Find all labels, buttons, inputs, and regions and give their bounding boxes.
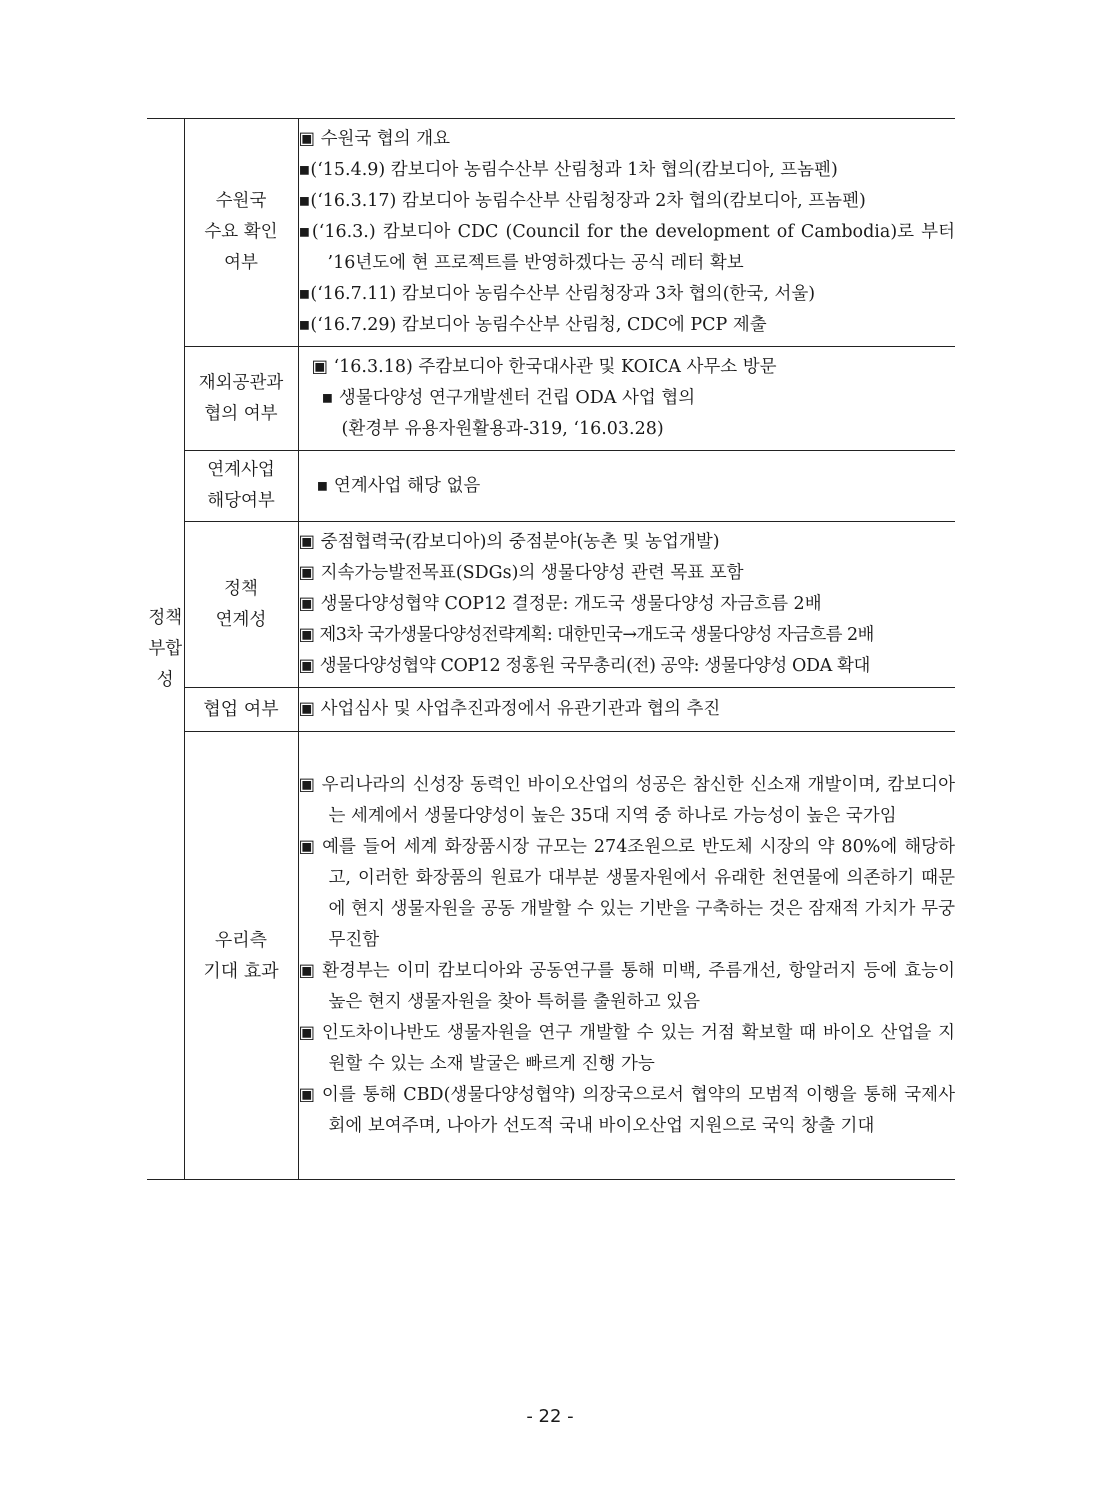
collaboration-text: ▣ 사업심사 및 사업추진과정에서 유관기관과 협의 추진 [298,699,721,719]
label-line: 여부 [224,253,258,273]
label-line: 기대 효과 [203,960,279,982]
label-line: 재외공관과 [198,372,284,393]
effect-item: ▣ 이를 통해 CBD(생물다양성협약) 의장국으로서 협약의 모범적 이행을 통해 국제사회에 보여주며, 나아가 선도적 국내 바이오산업 지원으로 국익 창출 기대 [298,1084,955,1136]
row-recipient-demand [147,119,955,347]
row-expected-effect [147,732,955,1180]
label-line: 정책 [224,578,258,599]
effect-item: ▣ 인도차이나반도 생물자원을 연구 개발할 수 있는 거점 확보할 때 바이오 산업을 지원할 수 있는 소재 발굴은 빠르게 진행 가능 [298,1022,955,1074]
label-line: 정책 [148,607,183,628]
category-cell [147,119,184,1180]
policy-table [147,118,955,1180]
label-embassy [184,347,298,451]
label-linked-project [184,451,298,522]
embassy-doc-ref: (환경부 유용자원활용과-319, ‘16.03.28) [341,419,664,439]
consultation-item: ▪(‘16.7.29) 캄보디아 농림수산부 산림청, CDC에 PCP 제출 [298,315,767,335]
label-line: 연계사업 [207,460,275,480]
effect-item: ▣ 우리나라의 신성장 동력인 바이오산업의 성공은 참신한 신소재 개발이며, 캄보디아는 세계에서 생물다양성이 높은 35대 지역 중 하나로 가능성이 높은 국가임 [298,774,955,826]
consultation-item: ▪(‘16.3.17) 캄보디아 농림수산부 산림청장과 2차 협의(캄보디아, 프놈펜) [298,191,866,211]
label-line: 수요 확인 [204,222,278,242]
content-policy-link [298,522,955,688]
effect-item: ▣ 환경부는 이미 캄보디아와 공동연구를 통해 미백, 주름개선, 항알러지 등에 효능이 높은 현지 생물자원을 찾아 특허를 출원하고 있음 [298,960,955,1012]
policy-item: ▣ 생물다양성협약 COP12 정홍원 국무총리(전) 공약: 생물다양성 ODA 확대 [298,656,871,676]
effect-item: ▣ 예를 들어 세계 화장품시장 규모는 274조원으로 반도체 시장의 약 80%에 해당하고, 이러한 화장품의 원료가 대부분 생물자원에서 유래한 천연물에 의존하기 때문에 현지 생물자원을 공동 개발할 수 있는 기반을 구축하는 것은 잠재적 가치가 무궁무진함 [298,836,955,950]
row-policy-link [147,522,955,688]
row-embassy [147,347,955,451]
policy-item: ▣ 제3차 국가생물다양성전략계획: 대한민국→개도국 생물다양성 자금흐름 2배 [298,625,874,645]
label-line: 수원국 [215,191,267,211]
row-collaboration [147,688,955,732]
embassy-consult: ▪ 생물다양성 연구개발센터 건립 ODA 사업 협의 [321,388,696,408]
consultation-item: ▪(‘16.7.11) 캄보디아 농림수산부 산림청장과 3차 협의(한국, 서울) [298,284,816,304]
label-line: 협의 여부 [204,403,278,424]
label-line: 해당여부 [207,491,275,511]
content-recipient-demand [298,119,955,347]
content-expected-effect [298,732,955,1180]
consultation-heading: ▣ 수원국 협의 개요 [298,129,451,149]
row-linked-project [147,451,955,522]
consultation-item: ▪(‘15.4.9) 캄보디아 농림수산부 산림청과 1차 협의(캄보디아, 프놈펜) [298,160,838,180]
label-expected-effect [184,732,298,1180]
policy-item: ▣ 중점협력국(캄보디아)의 중점분야(농촌 및 농업개발) [298,532,720,552]
label-line: 연계성 [215,609,267,630]
label-recipient-demand [184,119,298,347]
content-embassy [298,347,955,451]
policy-item: ▣ 지속가능발전목표(SDGs)의 생물다양성 관련 목표 포함 [298,563,744,583]
policy-item: ▣ 생물다양성협약 COP12 결정문: 개도국 생물다양성 자금흐름 2배 [298,594,822,614]
content-collaboration [298,688,955,732]
consultation-item: ▪(‘16.3.) 캄보디아 CDC (Council for the development of Cambodia)로 부터 ’16년도에 현 프로젝트를 반영하겠다는 공식 레터 확보 [298,222,955,273]
page-number: - 22 - [526,1406,574,1427]
label-line: 성 [156,669,174,690]
linked-project-text: ▪ 연계사업 해당 없음 [316,475,481,496]
label-line: 우리측 [214,929,268,951]
label-line: 부합 [148,638,183,659]
embassy-visit: ▣ ‘16.3.18) 주캄보디아 한국대사관 및 KOICA 사무소 방문 [311,357,777,377]
label-collaboration: 협업 여부 [184,688,298,732]
content-linked-project [298,451,955,522]
label-policy-link [184,522,298,688]
